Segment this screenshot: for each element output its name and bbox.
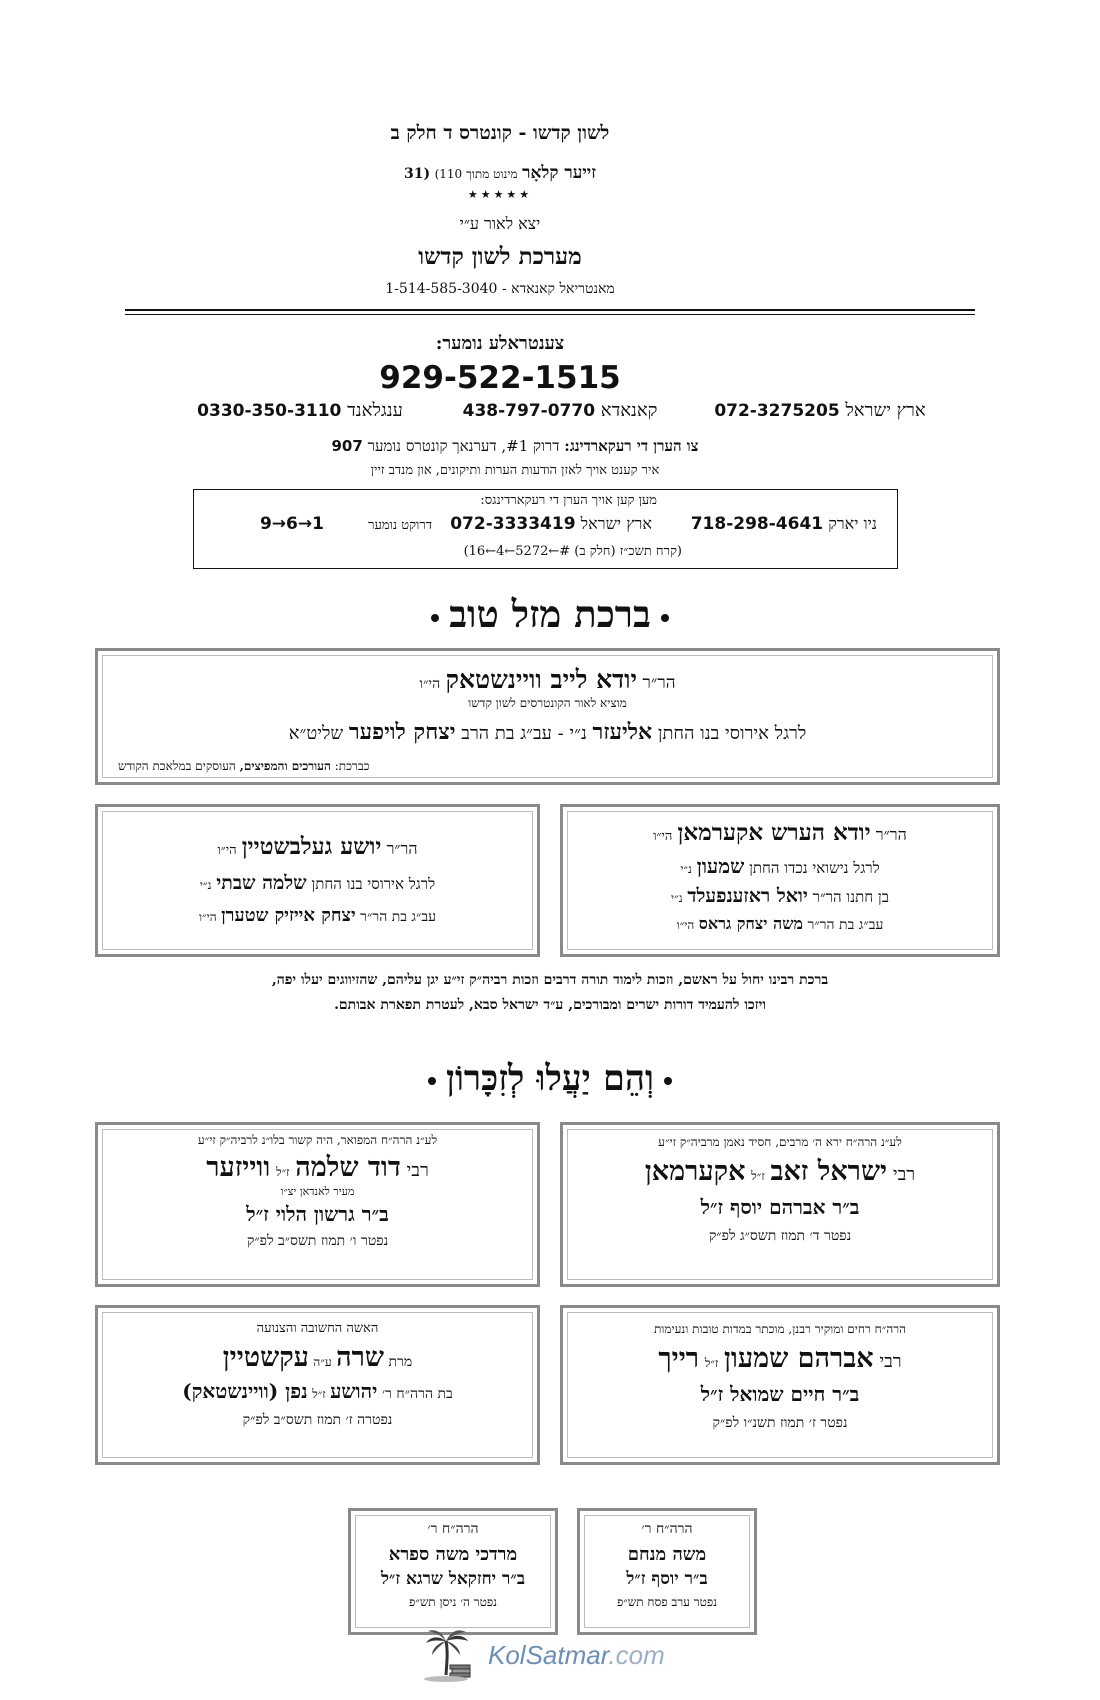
brand-name: KolSatmar <box>488 1640 609 1670</box>
right-line1 <box>563 819 997 846</box>
listen-text: דרוק #1, דערנאך קונטרס נומער <box>367 437 560 455</box>
box3-line3: ב״ר חיים שמואל ז״ל <box>700 1382 860 1406</box>
central-label: צענטראלע נומער: <box>435 333 565 354</box>
text: לרגל נישואי נכדו החתן <box>749 859 880 877</box>
box6-line2: מרדכי משה ספרא <box>388 1544 518 1565</box>
text: העורכים והמפיצים, <box>239 759 331 773</box>
england-label: ענגלאנד <box>347 400 403 421</box>
box1-line1: לע״נ הרה״ח ירא ה׳ מרבים, חסיד נאמן מרביה״ק זי״ע <box>658 1135 902 1149</box>
right-line4 <box>563 914 997 934</box>
header-divider-1 <box>125 309 975 311</box>
duration-text: מינוט מתוך 110) <box>434 167 518 181</box>
name: יושע געלבשטיין <box>241 833 382 860</box>
name: רייך <box>658 1343 700 1374</box>
text: כברכת: <box>334 759 370 773</box>
text: ע״ה <box>313 1355 332 1369</box>
text: לרגל אירוסי בנו החתן <box>311 875 436 893</box>
name: משה יצחק גראס <box>698 914 804 933</box>
box4-line4: נפטרה ז׳ תמוז תשס״ב לפ״ק <box>242 1412 393 1428</box>
org-name: מערכת לשון קדשו <box>418 243 582 270</box>
name: אליעזר <box>592 719 653 745</box>
text: נ״י <box>680 862 692 876</box>
box2-line1: לע״נ הרה״ח המפואר, היה קשור בלו״נ לרביה״ק זי״ע <box>197 1133 438 1147</box>
press-number: 9→6→1 <box>259 514 324 534</box>
england-number: 0330-350-3110 <box>197 401 342 421</box>
text: נ״י <box>199 878 212 892</box>
name: נפן (וויינשטאק) <box>182 1379 308 1403</box>
box6-line4: נפטר ה׳ ניסן תש״פ <box>408 1595 498 1609</box>
main-line3 <box>98 719 997 745</box>
box5-line1: הרה״ח ר׳ <box>641 1521 693 1537</box>
suffix: הי״ו <box>419 676 441 692</box>
bullet-icon <box>664 1077 672 1085</box>
recordings-title: מען קען אויך הערן די רעקארדינגס: <box>480 493 657 508</box>
box5-line3: ב״ר יוסף ז״ל <box>626 1569 708 1589</box>
name: עקשטיין <box>222 1342 309 1373</box>
footer-brand[interactable] <box>488 1640 665 1671</box>
header-divider-2 <box>125 314 975 315</box>
england-contact <box>170 400 430 421</box>
prefix: רבי <box>406 1160 429 1181</box>
box1-line4: נפטר ד׳ תמוז תשס״ג לפ״ק <box>708 1228 852 1244</box>
memorial-box-3 <box>560 1305 1000 1465</box>
text: עב״ג בת הר״ר <box>807 917 884 933</box>
name: דוד שלמה <box>295 1152 401 1183</box>
israel-contact <box>690 400 950 421</box>
left-line3 <box>98 905 537 926</box>
name: ווייזער <box>206 1152 271 1183</box>
text: שליט״א <box>288 723 344 744</box>
name: אברהם שמעון <box>724 1343 874 1374</box>
kerech-line: (קרח תשכ״ז (חלק ב) #←5272←4←16) <box>463 544 682 559</box>
text: הי״ו <box>198 910 217 924</box>
name: יהושע <box>330 1379 378 1403</box>
main-line1 <box>98 665 997 695</box>
name: שלמה שבתי <box>216 872 307 894</box>
ny-number: 718-298-4641 <box>690 514 824 534</box>
israel-label: ארץ ישראל <box>845 400 926 421</box>
box1-line3: ב״ר אברהם יוסף ז״ל <box>700 1195 860 1219</box>
listen-line <box>250 437 780 456</box>
name: יצחק אייזיק שטערן <box>221 905 356 926</box>
left-line1 <box>98 833 537 860</box>
mazel-tov-right-box <box>560 804 1000 957</box>
box3-line1: הרה״ח רחים ומוקיר רבנן, מוכתר במדות טובות ונעימות <box>653 1322 907 1336</box>
ny-contact <box>691 514 877 534</box>
box2-line3: מעיר לאנדאן יצ״ו <box>280 1185 355 1198</box>
box2-line5: נפטר ו׳ תמוז תשס״ב לפ״ק <box>246 1233 389 1249</box>
name: שרה <box>336 1342 385 1373</box>
ny-label: ניו יארק <box>828 514 877 533</box>
stars: ★★★★★ <box>467 188 533 201</box>
box3-line4: נפטר ז׳ תמוז תשנ״ו לפ״ק <box>712 1415 848 1431</box>
listen-number: 907 <box>331 437 363 455</box>
bullet-icon <box>428 1077 436 1085</box>
il-contact <box>450 514 652 534</box>
main-line2: מוציא לאור הקונטרסים לשון קדשו <box>468 696 627 710</box>
org-location-phone: מאנטריאל קאנאדא - 1-514-585-3040 <box>385 281 615 297</box>
speaker: זייער קלאָר <box>522 163 596 183</box>
recordings-box <box>193 489 898 569</box>
box5-line4: נפטר ערב פסח תש״פ <box>616 1595 718 1609</box>
box4-line1: האשה החשובה והצנועה <box>256 1321 379 1336</box>
mazel-tov-left-box <box>95 804 540 957</box>
prefix: רבי <box>879 1351 902 1372</box>
memorial-box-2 <box>95 1122 540 1287</box>
mazel-tov-main-box <box>95 648 1000 785</box>
text: בת הרה״ח ר׳ <box>381 1386 453 1402</box>
suffix: הי״ו <box>217 843 237 858</box>
text: עב״ג בת הר״ר <box>360 909 437 925</box>
duration-line <box>300 163 700 183</box>
box3-line2 <box>563 1343 997 1374</box>
name: יודא לייב וויינשטאק <box>445 665 638 694</box>
canada-label: קאנאדא <box>600 400 658 421</box>
text: ז״ל <box>275 1165 290 1179</box>
memorial-heading <box>300 1058 800 1099</box>
palm-tree-books-icon <box>420 1627 476 1683</box>
text: ז״ל <box>312 1387 326 1401</box>
text: בן חתנו הר״ר <box>812 888 889 906</box>
text: ז״ל <box>704 1356 719 1370</box>
prefix: מרת <box>388 1354 413 1370</box>
memorial-box-4 <box>95 1305 540 1465</box>
feedback-line: איר קענט אויך לאזן הודעות הערות ותיקונים, און מנדב זיין <box>370 463 660 478</box>
text: לרגל אירוסי בנו החתן <box>657 723 807 744</box>
mazel-tov-heading-text: ברכת מזל טוב <box>449 592 651 636</box>
text: ז״ל <box>751 1169 765 1183</box>
canada-contact <box>430 400 690 421</box>
text: העוסקים במלאכת הקודש <box>118 759 236 773</box>
name: שמעון <box>696 854 745 878</box>
box2-line4: ב״ר גרשון הלוי ז״ל <box>246 1202 389 1226</box>
il-number: 072-3333419 <box>450 514 576 534</box>
memorial-box-6 <box>348 1508 558 1635</box>
blessing-line1: ברכת רבינו יחול על ראשם, וזכות לימוד תורה דרבים וזכות רביה״ק זי״ע יגן עליהם, שהזיווגים יעלו יפה, <box>271 972 829 988</box>
box5-line2: משה מנחם <box>627 1544 707 1565</box>
bullet-icon <box>661 614 669 622</box>
text: נ״י <box>671 891 683 905</box>
name: יואל ראזענפעלד <box>687 885 808 907</box>
name: יודא הערש אקערמאן <box>677 819 871 846</box>
press-label: דרוקט נומער <box>368 518 432 533</box>
text: נ״י - עב״ג בת הרב <box>461 723 587 744</box>
central-number: 929-522-1515 <box>379 360 621 396</box>
suffix: הי״ו <box>653 829 673 844</box>
right-line3 <box>563 885 997 908</box>
brand-suffix: .com <box>608 1640 665 1670</box>
memorial-heading-text: וְהֵם יַעֲלוּ לְזִכָּרוֹן <box>446 1058 654 1099</box>
box4-line2 <box>98 1342 537 1373</box>
press-contact <box>260 514 432 534</box>
memorial-box-1 <box>560 1122 1000 1287</box>
blessing-line2: ויזכו להעמיד דורות ישרים ומבורכים, ע״ד ישראל סבא, לעטרת תפארת אבותם. <box>334 997 766 1013</box>
box1-line2 <box>563 1156 997 1187</box>
canada-number: 438-797-0770 <box>462 401 596 421</box>
page-title: לשון קדשו - קונטרס ד חלק ב <box>390 122 610 144</box>
box2-line2 <box>98 1152 537 1183</box>
prefix: הר״ר <box>642 673 676 693</box>
name: יצחק לויפער <box>348 719 456 745</box>
memorial-box-5 <box>577 1508 757 1635</box>
il-label: ארץ ישראל <box>580 514 652 533</box>
published-by: יצא לאור ע״י <box>459 214 541 233</box>
box6-line3: ב״ר יחזקאל שרגא ז״ל <box>380 1569 526 1589</box>
name: אקערמאן <box>644 1156 746 1187</box>
main-line4 <box>118 759 369 774</box>
name: ישראל זאב <box>770 1156 888 1187</box>
box4-line3 <box>98 1379 537 1404</box>
prefix: הר״ר <box>386 839 418 858</box>
prefix: רבי <box>892 1164 916 1185</box>
mazel-tov-heading <box>350 592 750 637</box>
left-line2 <box>98 872 537 895</box>
prefix: הר״ר <box>875 825 907 844</box>
bullet-icon <box>431 614 439 622</box>
israel-number: 072-3275205 <box>714 401 840 421</box>
box6-line1: הרה״ח ר׳ <box>427 1521 479 1537</box>
duration-prefix: (31 <box>404 166 431 182</box>
text: הי״ו <box>676 918 695 932</box>
right-line2 <box>563 854 997 879</box>
listen-label: צו הערן די רעקארדינג: <box>564 437 699 455</box>
